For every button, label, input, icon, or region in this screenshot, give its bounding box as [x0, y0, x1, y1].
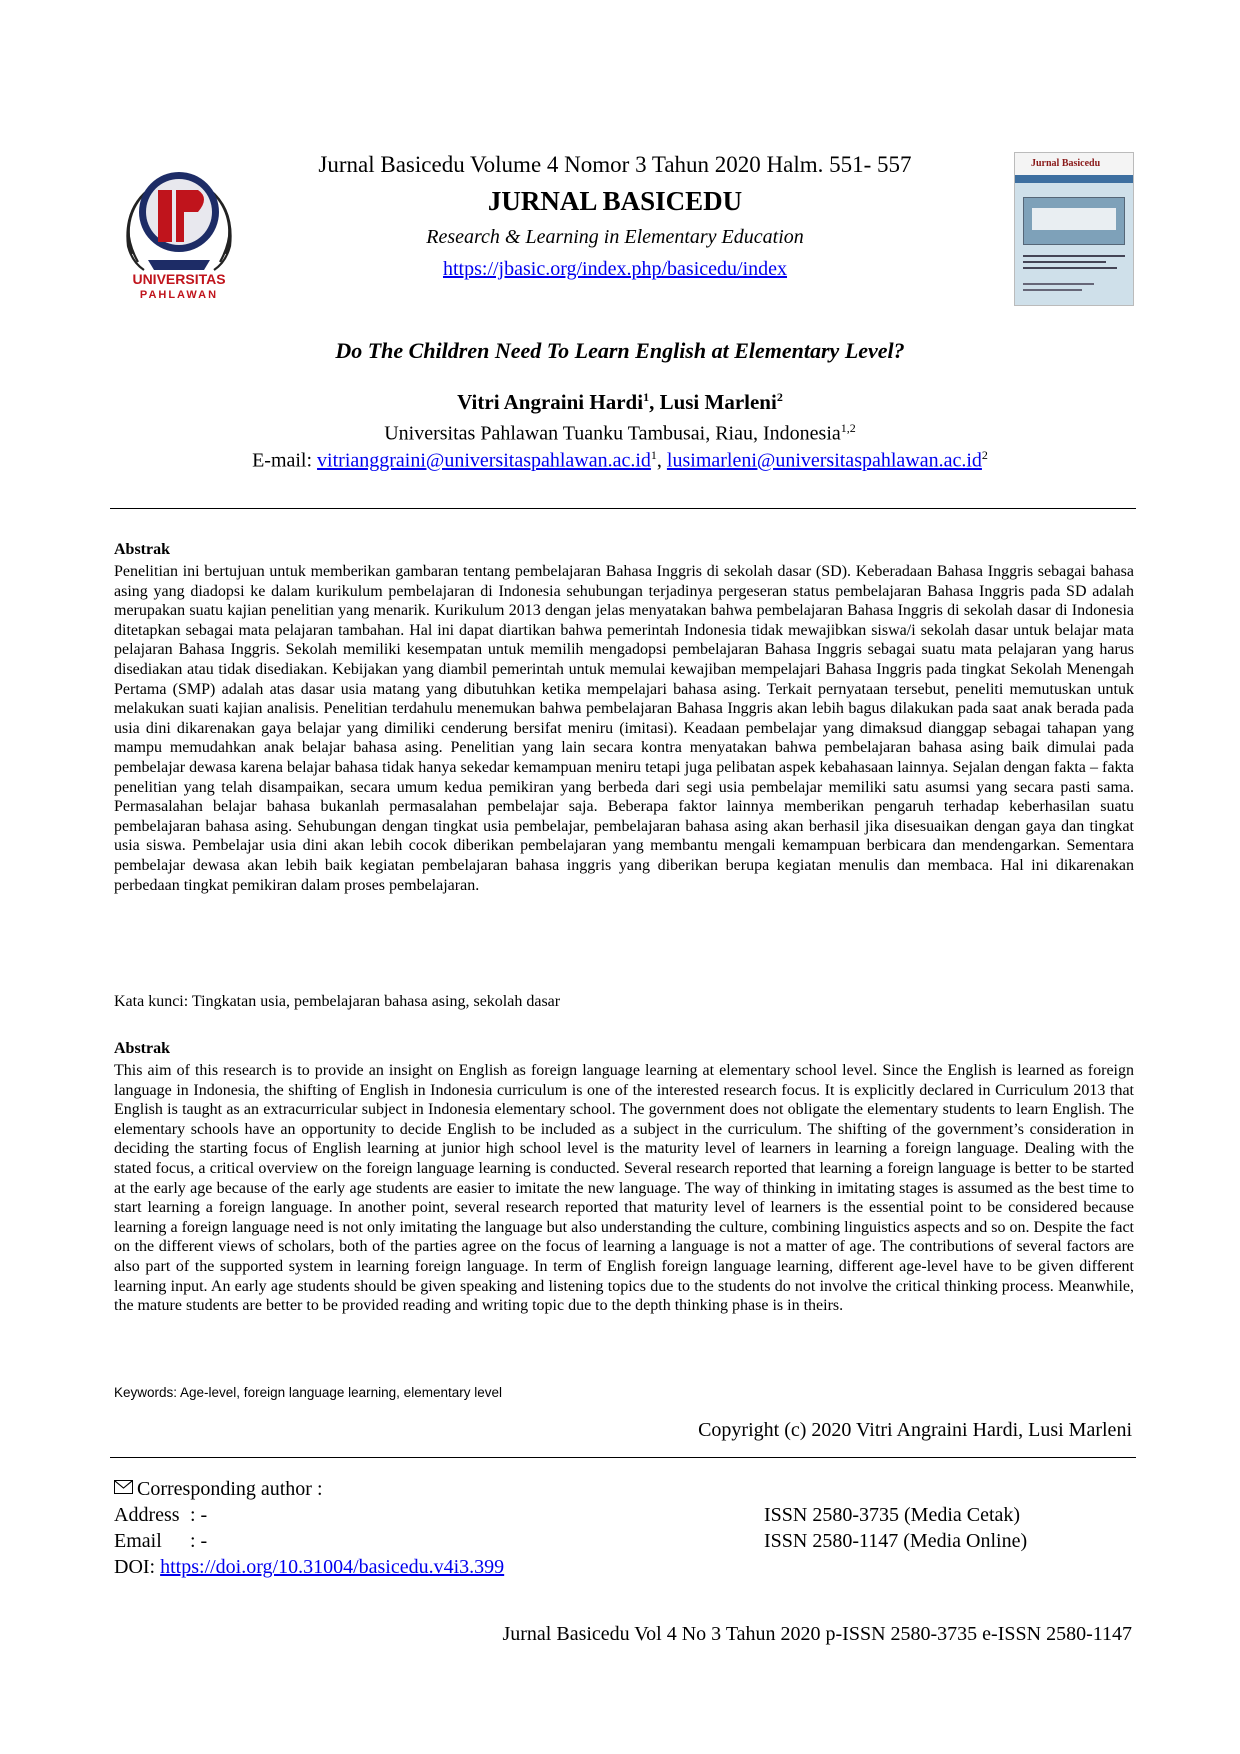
- logo-text-2: PAHLAWAN: [139, 289, 219, 301]
- journal-url-row: [252, 258, 978, 281]
- email-link-1[interactable]: vitrianggraini@universitaspahlawan.ac.id: [317, 449, 651, 472]
- journal-cover-thumbnail: [1014, 152, 1134, 306]
- email-contact-value: : -: [190, 1530, 208, 1552]
- abstract-id-keywords: Kata kunci: Tingkatan usia, pembelajaran bahasa asing, sekolah dasar: [114, 993, 561, 1010]
- issn-print: ISSN 2580-3735 (Media Cetak): [764, 1504, 1021, 1526]
- copyright-line: Copyright (c) 2020 Vitri Angraini Hardi, Lusi Marleni: [698, 1419, 1132, 1441]
- email-separator: ,: [656, 449, 667, 472]
- author-1-sup: 1: [643, 390, 650, 404]
- author-2-sup: 2: [776, 390, 783, 404]
- journal-title: JURNAL BASICEDU: [487, 186, 743, 216]
- email-line: [100, 448, 1140, 473]
- cover-title: Jurnal Basicedu: [1015, 153, 1133, 175]
- address-line: [114, 1504, 207, 1527]
- corresponding-author-line: [114, 1478, 323, 1501]
- affiliation-sup: 1,2: [840, 421, 856, 435]
- author-separator: ,: [649, 390, 660, 414]
- email-link-2[interactable]: lusimarleni@universitaspahlawan.ac.id: [666, 449, 982, 472]
- author-1: Vitri Angraini Hardi: [457, 390, 644, 414]
- envelope-icon: [114, 1480, 133, 1494]
- university-logo: [118, 150, 240, 304]
- top-divider: [110, 508, 1136, 509]
- abstract-id-body: Penelitian ini bertujuan untuk memberikan gambaran tentang pembelajaran Bahasa Inggris di sekolah dasar (SD). Keberadaan Bahasa Inggris sebagai bahasa asing yang diadopsi ke dalam kurikulum pembelajaran di Indonesia sehubungan terjadinya pergeseran status pembelajaran Bahasa Inggris pada SD adalah merupakan suatu kajian penelitian yang menarik. Kurikulum 2013 dengan jelas menyatakan bahwa pembelajaran Bahasa Inggris di sekolah dasar di Indonesia ditetapkan sebagai mata pelajaran tambahan. Hal ini dapat diartikan bahwa pemerintah Indonesia tidak mewajibkan siswa/i sekolah dasar untuk belajar mata pelajaran Bahasa Inggris. Sekolah memiliki kesempatan untuk memilih mengadopsi pembelajaran Bahasa Inggris sebagai suatu mata pelajaran yang harus disediakan atau tidak disediakan. Kebijakan yang diambil pemerintah untuk memulai kewajiban mempelajari Bahasa Inggris pada tingkat Sekolah Menengah Pertama (SMP) adalah atas dasar usia matang yang dibutuhkan ketika mempelajari bahasa asing. Terkait pernyataan tersebut, peneliti memutuskan untuk melakukan suati kajian analisis. Penelitian terdahulu menemukan bahwa pembelajaran Bahasa Inggris akan lebih bagus dilakukan pada saat anak berada pada usia dini dikarenakan gaya belajar yang dimiliki cenderung bersifat meniru (imitasi). Keadaan pembelajar yang dimaksud dianggap sebagai tahapan yang mampu memudahkan anak belajar bahasa asing. Penelitian yang lain secara kontra menyatakan bahwa pembelajaran bahasa asing baik dimulai pada pembelajar dewasa karena belajar bahasa tidak hanya sekedar kemampuan meniru tetapi juga pelibatan aspek kebahasaan lainnya. Sejalan dengan fakta – fakta penelitian yang telah disampaikan, secara umum kedua pemikiran yang berbeda dari segi usia pembelajar memiliki satu asumsi yang secara pasti sama. Permasalahan belajar bahasa bukanlah permasalahan pembelajar saja. Beberapa faktor lainnya memberikan pengaruh terhadap keberhasilan suatu pembelajaran bahasa asing. Sehubungan dengan tingkat usia pembelajar, pembelajaran bahasa asing akan berhasil jika disesuaikan dengan gaya dan tingkat usia siswa. Pembelajar usia dini akan lebih cocok diberikan pembelajaran yang membantu mengali kemampuan berbicara dan mendengarkan. Sementara pembelajar dewasa akan lebih baik kegiatan pembelajaran bahasa inggris yang diberikan berupa kegiatan menulis dan membaca. Hal ini dikarenakan perbedaan tingkat pemikiran dalam proses pembelajaran.: [114, 563, 1134, 894]
- email-2-sup: 2: [981, 448, 988, 462]
- issn-online: ISSN 2580-1147 (Media Online): [764, 1530, 1028, 1552]
- logo-text-1: UNIVERSITAS: [132, 271, 226, 287]
- journal-issue-line: Jurnal Basicedu Volume 4 Nomor 3 Tahun 2020 Halm. 551- 557: [318, 152, 912, 177]
- author-line: [100, 390, 1140, 415]
- bottom-divider: [110, 1457, 1136, 1458]
- email-1-sup: 1: [650, 448, 657, 462]
- email-label: E-mail:: [252, 449, 318, 472]
- affiliation: [100, 421, 1140, 446]
- abstract-en-body: This aim of this research is to provide an insight on English as foreign language learning at elementary school level. Since the English is learned as foreign language in Indonesia, the shifting of English in Indonesia curriculum is one of the interested research focus. It is explicitly declared in Curriculum 2013 that English is taught as an extracurricular subject in Indonesia elementary school. The government does not obligate the elementary students to learn English. The elementary schools have an opportunity to decide English to be included as a subject in the curriculum. The shifting of the government’s consideration in deciding the starting focus of English learning at junior high school level is the maturity level of learners in learning a foreign language. Dealing with the stated focus, a critical overview on the foreign language learning is conducted. Several research reported that learning a foreign language is better to be started at the early age because of the early age students are easier to imitate the new language. The way of thinking in imitating stages is assumed as the best time to start learning a foreign language. In another point, several research reported that maturity level of learners is the essential point to be considered because learning a foreign language need is not only imitating the language but also understanding the culture, combining linguistics aspects and so on. Despite the fact on the different views of scholars, both of the parties agree on the focus of learning a language is not a matter of age. The contributions of several factors are also part of the supported system in learning foreign language. In term of English foreign language learning, different age-level have to be given different learning input. An early age students should be given speaking and listening topics due to the students do not involve the critical thinking process. Meanwhile, the mature students are better to be provided reading and writing topic due to the depth thinking phase is in theirs.: [114, 1062, 1134, 1315]
- corresponding-author-label: Corresponding author :: [137, 1478, 323, 1500]
- journal-url-link[interactable]: https://jbasic.org/index.php/basicedu/index: [442, 258, 788, 280]
- email-contact-line: [114, 1530, 207, 1553]
- address-label: Address: [114, 1504, 180, 1526]
- abstract-en-keywords: Keywords: Age-level, foreign language learning, elementary level: [114, 1385, 502, 1400]
- doi-label: DOI:: [114, 1556, 161, 1578]
- cover-photo: [1023, 197, 1125, 245]
- page-footer: Jurnal Basicedu Vol 4 No 3 Tahun 2020 p-ISSN 2580-3735 e-ISSN 2580-1147: [502, 1623, 1132, 1645]
- doi-line: [114, 1556, 504, 1579]
- affiliation-text: Universitas Pahlawan Tuanku Tambusai, Riau, Indonesia: [384, 422, 841, 445]
- article-title: Do The Children Need To Learn English at Elementary Level?: [335, 338, 905, 363]
- abstract-id-heading: Abstrak: [114, 541, 171, 558]
- address-value: : -: [190, 1504, 208, 1526]
- author-2: Lusi Marleni: [659, 390, 777, 414]
- abstract-en-heading: Abstrak: [114, 1040, 171, 1057]
- doi-link[interactable]: https://doi.org/10.31004/basicedu.v4i3.399: [160, 1556, 505, 1578]
- email-contact-label: Email: [114, 1530, 162, 1552]
- journal-subtitle: Research & Learning in Elementary Education: [426, 226, 804, 248]
